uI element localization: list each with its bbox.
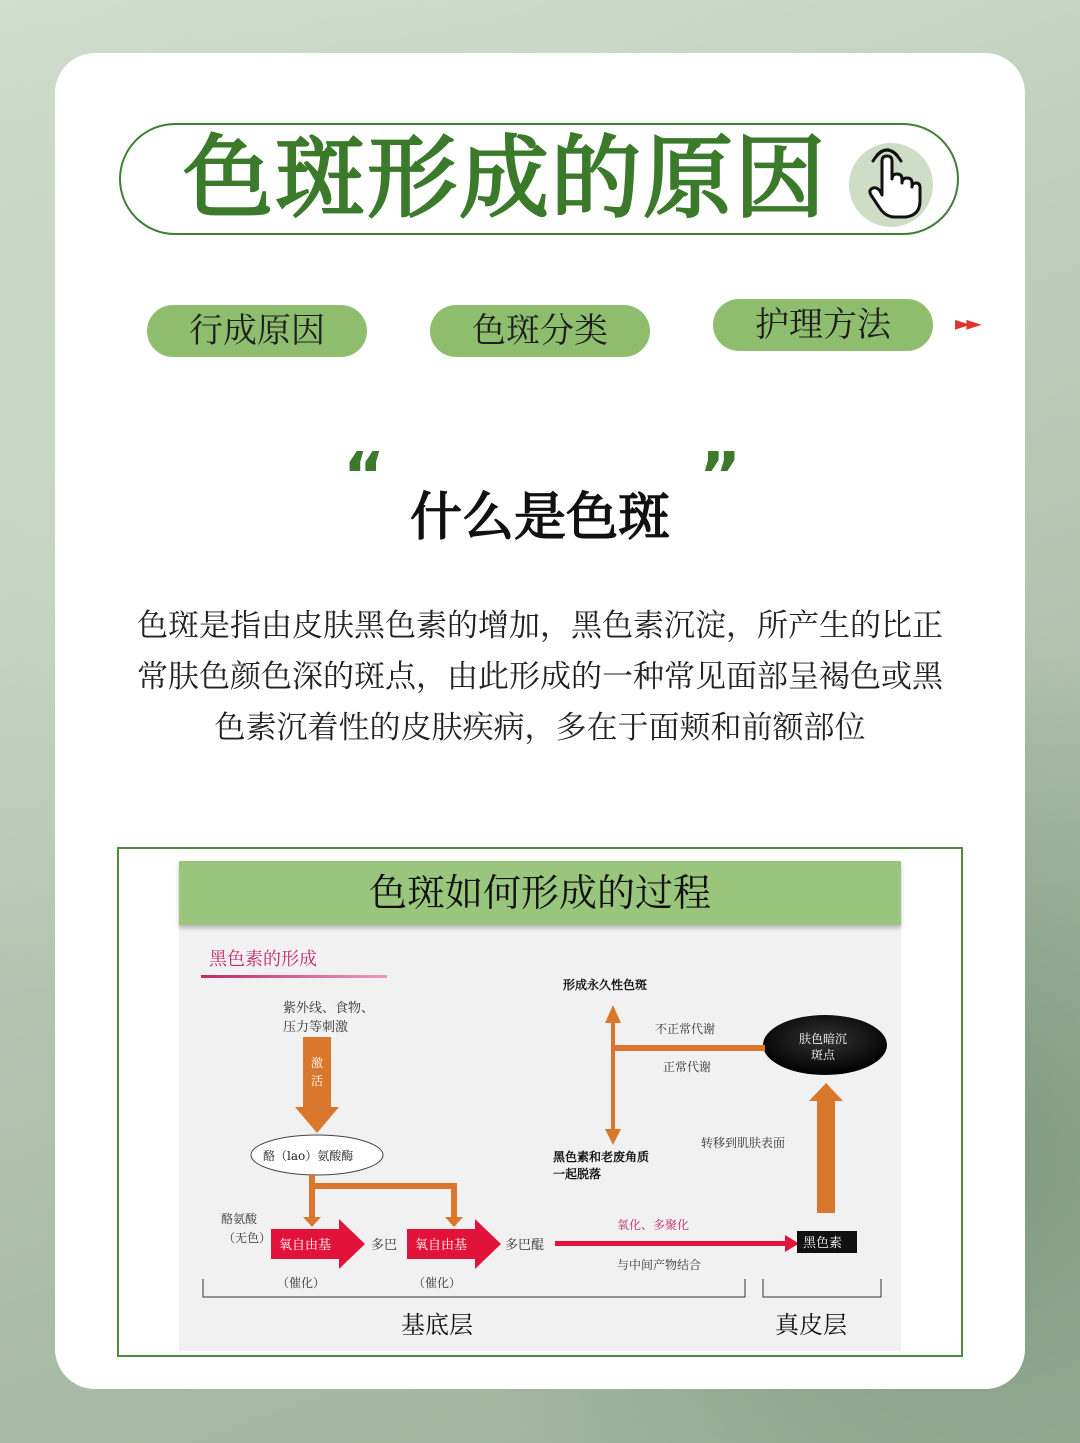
catalysis-left-head xyxy=(303,1217,321,1227)
flow-diagram xyxy=(179,861,901,1351)
melanin-diagram xyxy=(179,861,901,1351)
oxidation-label: 氧化、多聚化 xyxy=(617,1218,690,1232)
stimulus-line2: 压力等刺激 xyxy=(283,1020,349,1035)
permanent-spot-label: 形成永久性色斑 xyxy=(563,978,648,992)
metabolism-up-head xyxy=(605,1005,621,1023)
description-line: 色斑是指由皮肤黑色素的增加，黑色素沉淀，所产生的比正 xyxy=(137,608,943,644)
description-line: 常肤色颜色深的斑点，由此形成的一种常见面部呈褐色或黑 xyxy=(137,659,943,695)
diagram-subtitle: 黑色素的形成 xyxy=(209,949,317,970)
dopaquinone-label: 多巴醌 xyxy=(505,1238,545,1253)
catalysis-2: （催化） xyxy=(413,1276,462,1290)
metabolism-down-head xyxy=(605,1129,621,1145)
catalysis-1: （催化） xyxy=(277,1276,326,1290)
normal-metabolism-label: 正常代谢 xyxy=(663,1060,712,1074)
oxidation-head xyxy=(785,1235,799,1252)
subtitle-underline xyxy=(201,975,387,978)
catalysis-left-shaft xyxy=(309,1183,315,1217)
description-line: 色素沉着性的皮肤疾病，多在于面颊和前额部位 xyxy=(214,710,866,746)
transfer-label: 转移到肌肤表面 xyxy=(701,1136,786,1150)
oxidation-line xyxy=(555,1241,789,1246)
next-arrows-icon[interactable]: ►► xyxy=(955,311,978,335)
intermediate-label: 与中间产物结合 xyxy=(617,1258,702,1272)
dermis-label: 真皮层 xyxy=(775,1311,847,1339)
title-banner xyxy=(119,123,959,235)
enzyme-label: 酪（lao）氨酸酶 xyxy=(263,1149,354,1163)
activate-arrow-head xyxy=(295,1107,339,1133)
free-radical-arrow-2-head xyxy=(475,1219,501,1269)
stimulus-line1: 紫外线、食物、 xyxy=(283,1001,375,1016)
abnormal-metabolism-label: 不正常代谢 xyxy=(655,1022,716,1036)
close-quote: ” xyxy=(699,440,742,514)
dermis-bracket xyxy=(763,1279,881,1297)
dopa-label: 多巴 xyxy=(371,1238,398,1253)
pointer-hand-icon xyxy=(849,143,933,227)
tyrosine-line2: （无色） xyxy=(223,1231,272,1245)
metabolism-horizontal xyxy=(613,1045,765,1051)
diagram-frame xyxy=(117,847,963,1357)
content-card xyxy=(55,53,1025,1389)
catalysis-right-head xyxy=(445,1217,463,1227)
description xyxy=(105,601,975,754)
activate-arrow-shaft xyxy=(303,1037,331,1107)
free-radical-2: 氧自由基 xyxy=(415,1238,468,1253)
activate-label-2: 活 xyxy=(311,1074,324,1088)
tyrosine-line1: 酪氨酸 xyxy=(221,1212,258,1226)
page-title: 色斑形成的原因 xyxy=(183,126,827,231)
shed-line1: 黑色素和老废角质 xyxy=(553,1150,650,1164)
free-radical-arrow-1-head xyxy=(339,1219,365,1269)
basal-layer-label: 基底层 xyxy=(401,1311,473,1339)
metabolism-vertical xyxy=(611,1021,615,1131)
tag-care-methods[interactable]: 护理方法 xyxy=(713,299,933,351)
transfer-arrow-shaft xyxy=(817,1101,835,1213)
dark-spot-line2: 斑点 xyxy=(811,1048,836,1062)
section-title: 什么是色斑 xyxy=(409,488,670,548)
catalysis-bar xyxy=(309,1183,457,1189)
dark-spot-line1: 肤色暗沉 xyxy=(799,1032,848,1046)
transfer-arrow-head xyxy=(809,1083,843,1101)
tag-formation-cause[interactable]: 行成原因 xyxy=(147,305,367,357)
activate-label-1: 激 xyxy=(311,1056,324,1070)
open-quote: “ xyxy=(343,440,386,514)
tag-spot-types[interactable]: 色斑分类 xyxy=(430,305,650,357)
catalysis-right-shaft xyxy=(451,1183,457,1217)
shed-line2: 一起脱落 xyxy=(553,1167,602,1181)
melanin-label: 黑色素 xyxy=(803,1236,843,1251)
diagram-header: 色斑如何形成的过程 xyxy=(179,861,901,925)
free-radical-1: 氧自由基 xyxy=(279,1238,332,1253)
